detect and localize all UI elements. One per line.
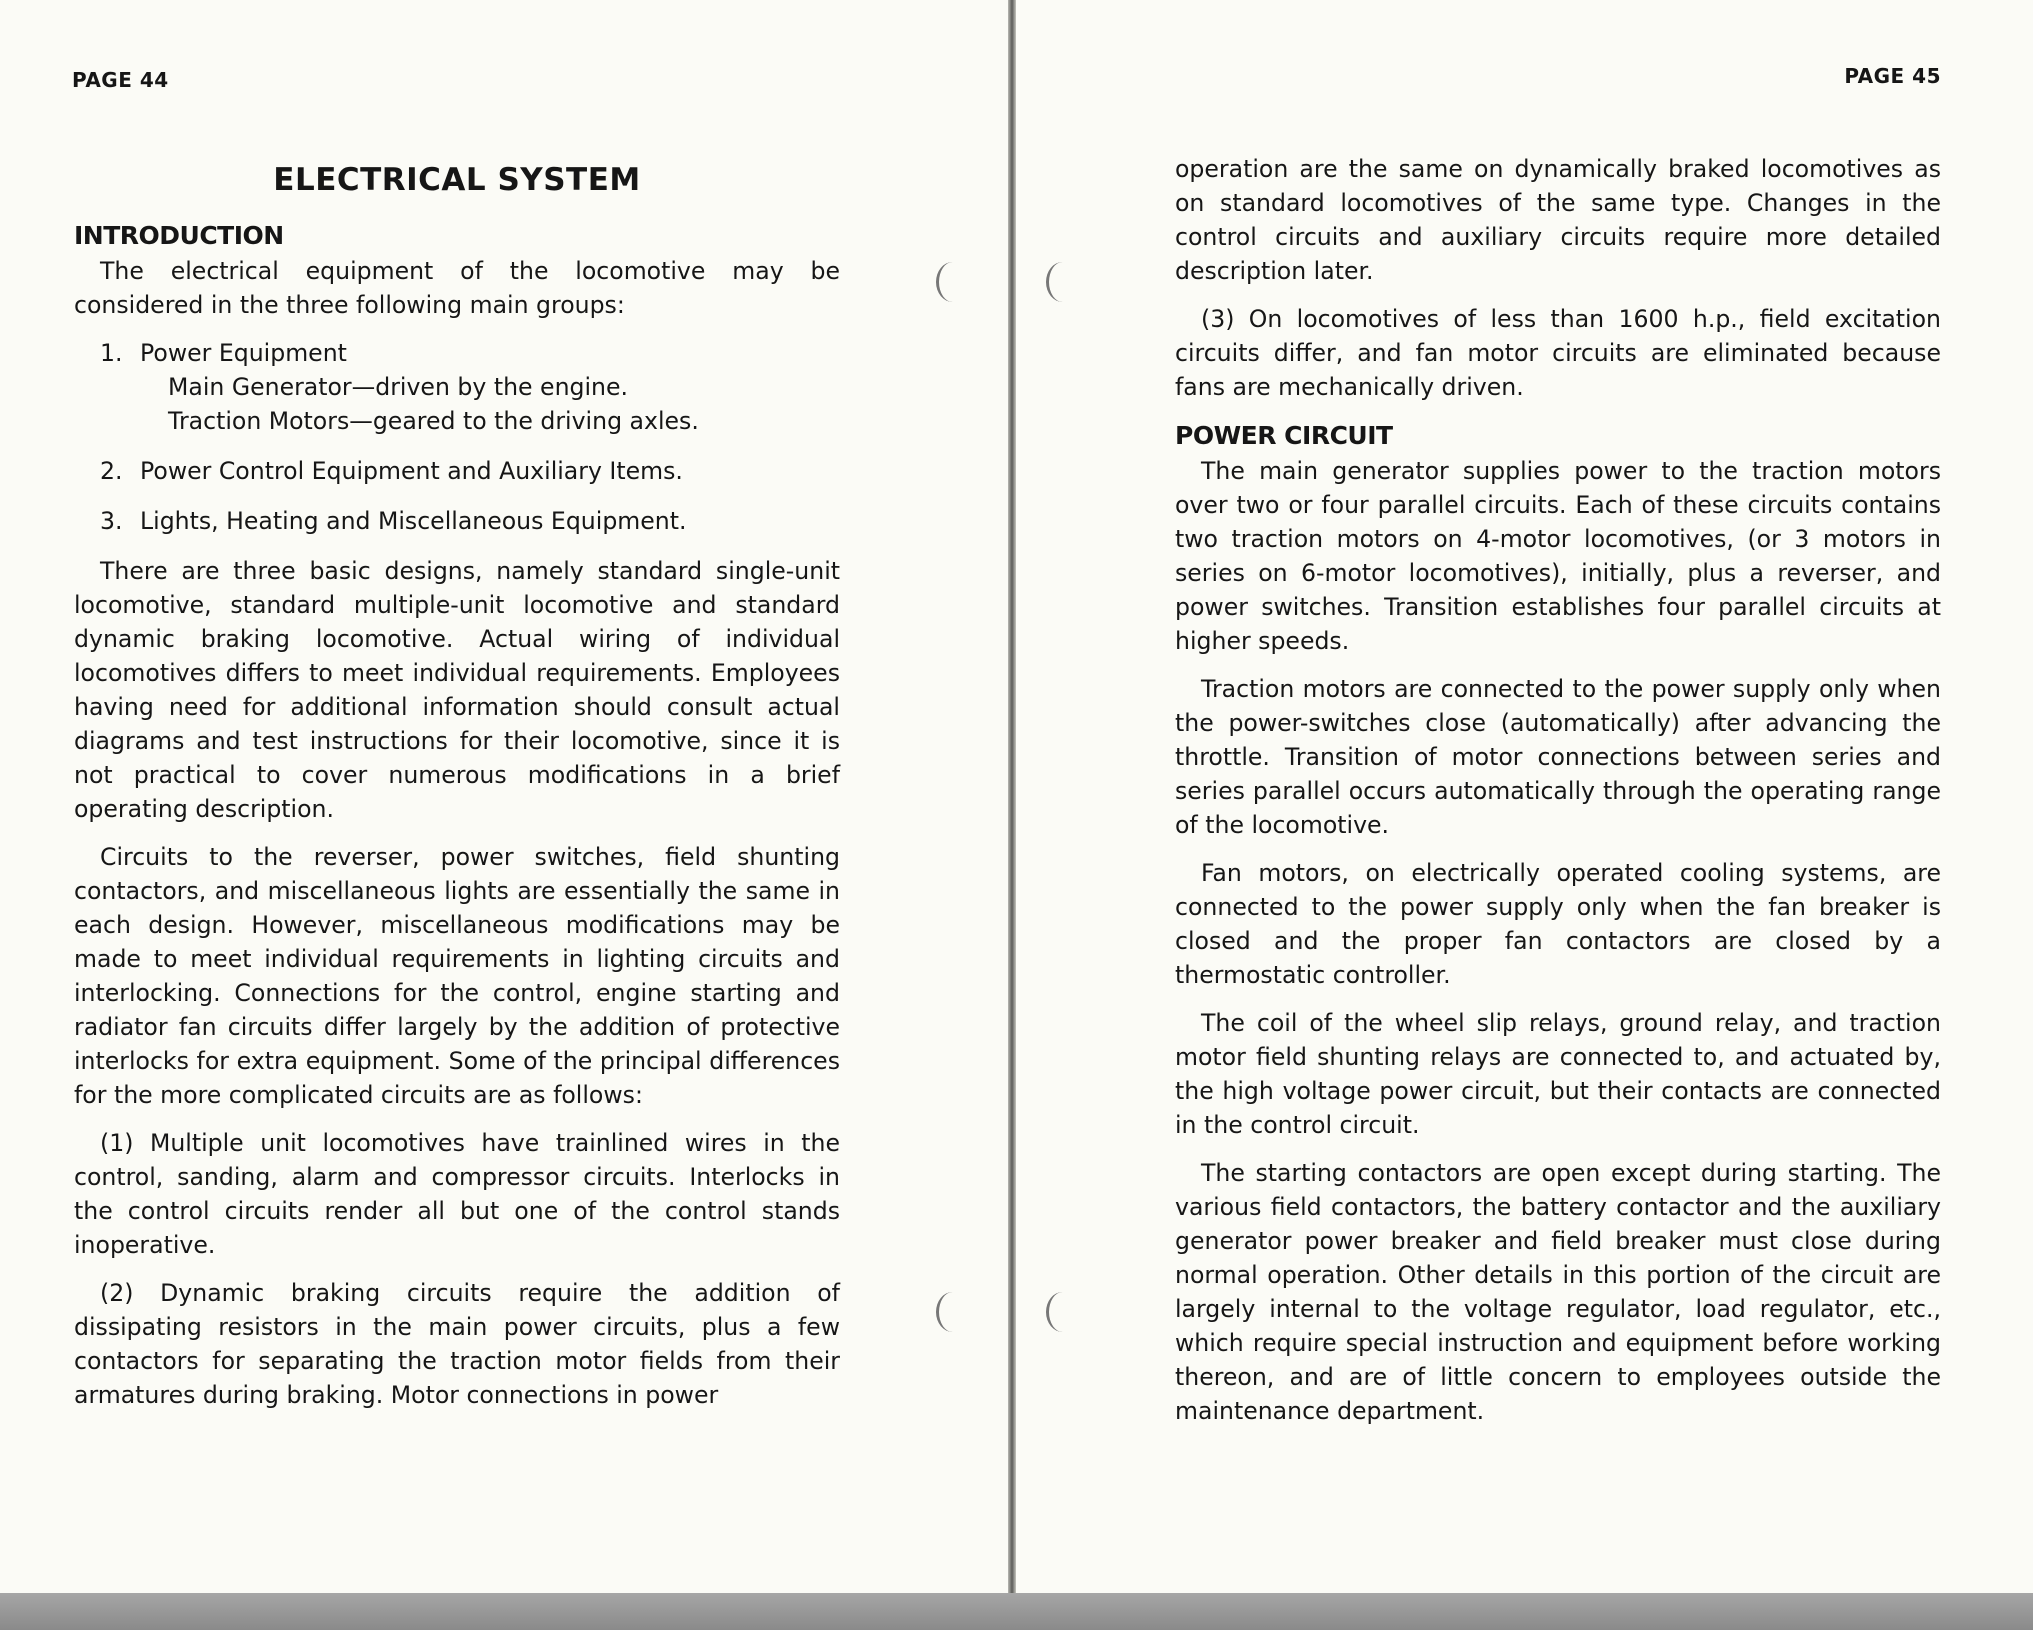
fan-motors-paragraph: Fan motors, on electrically operated cooling systems, are connected to the power supply only when the fan breaker is closed and the proper fan contactors are closed by a thermostatic controller. (1175, 859, 1941, 989)
list-item-text: Power Control Equipment and Auxiliary Items. (140, 457, 683, 485)
equipment-groups-list (100, 336, 840, 538)
list-item-number: 2. (100, 457, 123, 485)
list-item-text: Lights, Heating and Miscellaneous Equipment. (140, 507, 687, 535)
page-number-right: PAGE 45 (1844, 64, 1941, 88)
page-gutter (1008, 0, 1016, 1593)
introduction-heading: INTRODUCTION (74, 221, 284, 250)
list-item (100, 454, 840, 488)
left-page (0, 0, 1008, 1593)
list-item (100, 336, 840, 438)
list-item-text: Power Equipment (140, 339, 347, 367)
basic-designs-paragraph: There are three basic designs, namely standard single-unit locomotive, standard multiple-unit locomotive and standard dynamic braking locomotive. Actual wiring of individual locomotives differs to meet individual requirements. Employees having need for additional information should consult actual diagrams and test instructions for their locomotive, since it is not practical to cover numerous modifications in a brief operating description. (74, 557, 840, 823)
traction-motors-paragraph: Traction motors are connected to the power supply only when the power-switches close (automatically) after advancing the throttle. Transition of motor connections between series and series parallel occurs automatically through the operating range of the locomotive. (1175, 675, 1941, 839)
page-title: ELECTRICAL SYSTEM (273, 162, 641, 198)
power-circuit-heading: POWER CIRCUIT (1175, 421, 1393, 450)
list-subitem: Traction Motors—geared to the driving axles. (168, 407, 699, 435)
dynamic-braking-paragraph: (2) Dynamic braking circuits require the addition of dissipating resistors in the main power circuits, plus a few contactors for separating the traction motor fields from their armatures during braking. Motor connections in power (74, 1279, 840, 1409)
page-number-left: PAGE 44 (72, 68, 169, 92)
binder-hole-bottom-left (936, 1292, 969, 1332)
relays-paragraph: The coil of the wheel slip relays, ground relay, and traction motor field shunting relays are connected to, and actuated by, the high voltage power circuit, but their contacts are connected in the control circuit. (1175, 1009, 1941, 1139)
list-item (100, 504, 840, 538)
list-item-number: 3. (100, 507, 123, 535)
multiple-unit-paragraph: (1) Multiple unit locomotives have trainlined wires in the control, sanding, alarm and compressor circuits. Interlocks in the control circuits render all but one of the control stands inoperative. (74, 1129, 840, 1259)
right-column (1175, 152, 1941, 1442)
binder-hole-bottom-right (1046, 1292, 1079, 1332)
binder-hole-top-left (936, 262, 969, 302)
intro-paragraph: The electrical equipment of the locomotive may be considered in the three following main groups: (74, 257, 840, 319)
scanner-background (0, 1593, 2033, 1630)
main-generator-paragraph: The main generator supplies power to the traction motors over two or four parallel circuits. Each of these circuits contains two traction motors on 4-motor locomotives, (or 3 motors in series on 6-motor locomotives), initially, plus a reverser, and power switches. Transition establishes four parallel circuits at higher speeds. (1175, 457, 1941, 655)
circuits-paragraph: Circuits to the reverser, power switches, field shunting contactors, and miscellaneous lights are essentially the same in each design. However, miscellaneous modifications may be made to meet individual requirements in lighting circuits and interlocking. Connections for the control, engine starting and radiator fan circuits differ largely by the addition of protective interlocks for extra equipment. Some of the principal differences for the more complicated circuits are as follows: (74, 843, 840, 1109)
left-column (74, 160, 840, 1426)
list-item-number: 1. (100, 339, 123, 367)
list-subitem: Main Generator—driven by the engine. (168, 373, 629, 401)
field-excitation-paragraph: (3) On locomotives of less than 1600 h.p., field excitation circuits differ, and fan motor circuits are eliminated because fans are mechanically driven. (1175, 305, 1941, 401)
binder-hole-top-right (1046, 262, 1079, 302)
starting-contactors-paragraph: The starting contactors are open except during starting. The various field contactors, the battery contactor and the auxiliary generator power breaker and field breaker must close during normal operation. Other details in this portion of the circuit are largely internal to the voltage regulator, load regulator, etc., which require special instruction and equipment before working thereon, and are of little concern to employees outside the maintenance department. (1175, 1159, 1941, 1425)
continued-paragraph: operation are the same on dynamically braked locomotives as on standard locomotives of the same type. Changes in the control circuits and auxiliary circuits require more detailed description later. (1175, 155, 1941, 285)
